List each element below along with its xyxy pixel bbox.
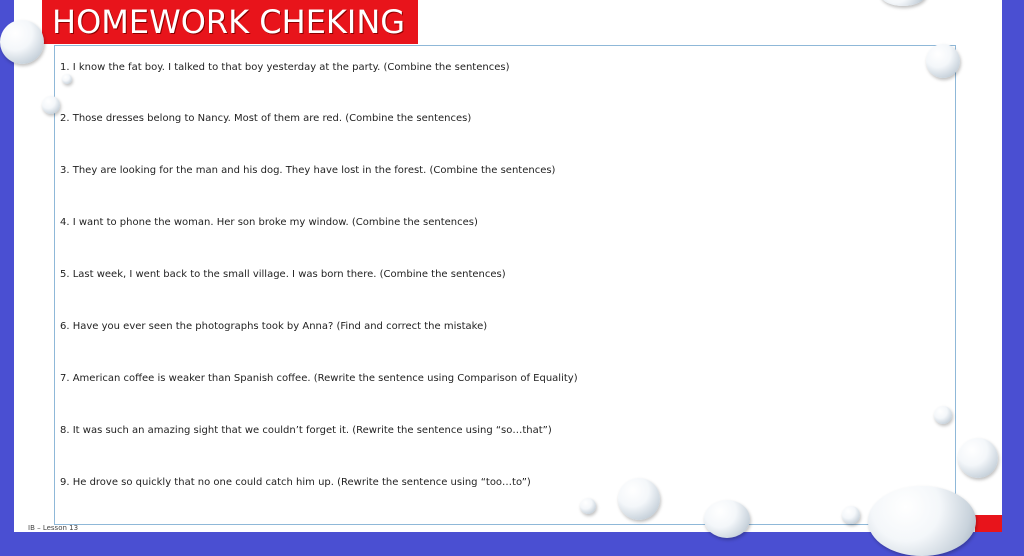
homework-item-8: 8. It was such an amazing sight that we couldn’t forget it. (Rewrite the sentence using “so…that”) xyxy=(60,425,552,436)
water-drop-icon xyxy=(934,406,952,424)
water-drop-icon xyxy=(958,438,998,478)
homework-item-7: 7. American coffee is weaker than Spanish coffee. (Rewrite the sentence using Comparison of Equality) xyxy=(60,373,578,384)
water-drop-icon xyxy=(926,44,960,78)
water-drop-icon xyxy=(618,478,660,520)
homework-item-1: 1. I know the fat boy. I talked to that boy yesterday at the party. (Combine the sentences) xyxy=(60,62,510,73)
water-drop-icon xyxy=(868,486,976,556)
slide-title: HOMEWORK CHEKING xyxy=(52,3,406,41)
water-drop-icon xyxy=(704,500,750,538)
water-drop-icon xyxy=(580,498,596,514)
water-drop-icon xyxy=(0,20,44,64)
homework-item-6: 6. Have you ever seen the photographs took by Anna? (Find and correct the mistake) xyxy=(60,321,488,332)
homework-item-5: 5. Last week, I went back to the small village. I was born there. (Combine the sentences) xyxy=(60,269,506,280)
footer-lesson: IB – Lesson 13 xyxy=(28,524,79,532)
homework-item-3: 3. They are looking for the man and his dog. They have lost in the forest. (Combine the sentences) xyxy=(60,165,556,176)
homework-item-2: 2. Those dresses belong to Nancy. Most of them are red. (Combine the sentences) xyxy=(60,113,472,124)
page-badge xyxy=(975,515,1002,532)
homework-item-9: 9. He drove so quickly that no one could catch him up. (Rewrite the sentence using “too…to”) xyxy=(60,477,531,488)
water-drop-icon xyxy=(842,506,860,524)
water-drop-icon xyxy=(42,96,60,114)
homework-item-4: 4. I want to phone the woman. Her son broke my window. (Combine the sentences) xyxy=(60,217,478,228)
water-drop-icon xyxy=(62,74,72,84)
